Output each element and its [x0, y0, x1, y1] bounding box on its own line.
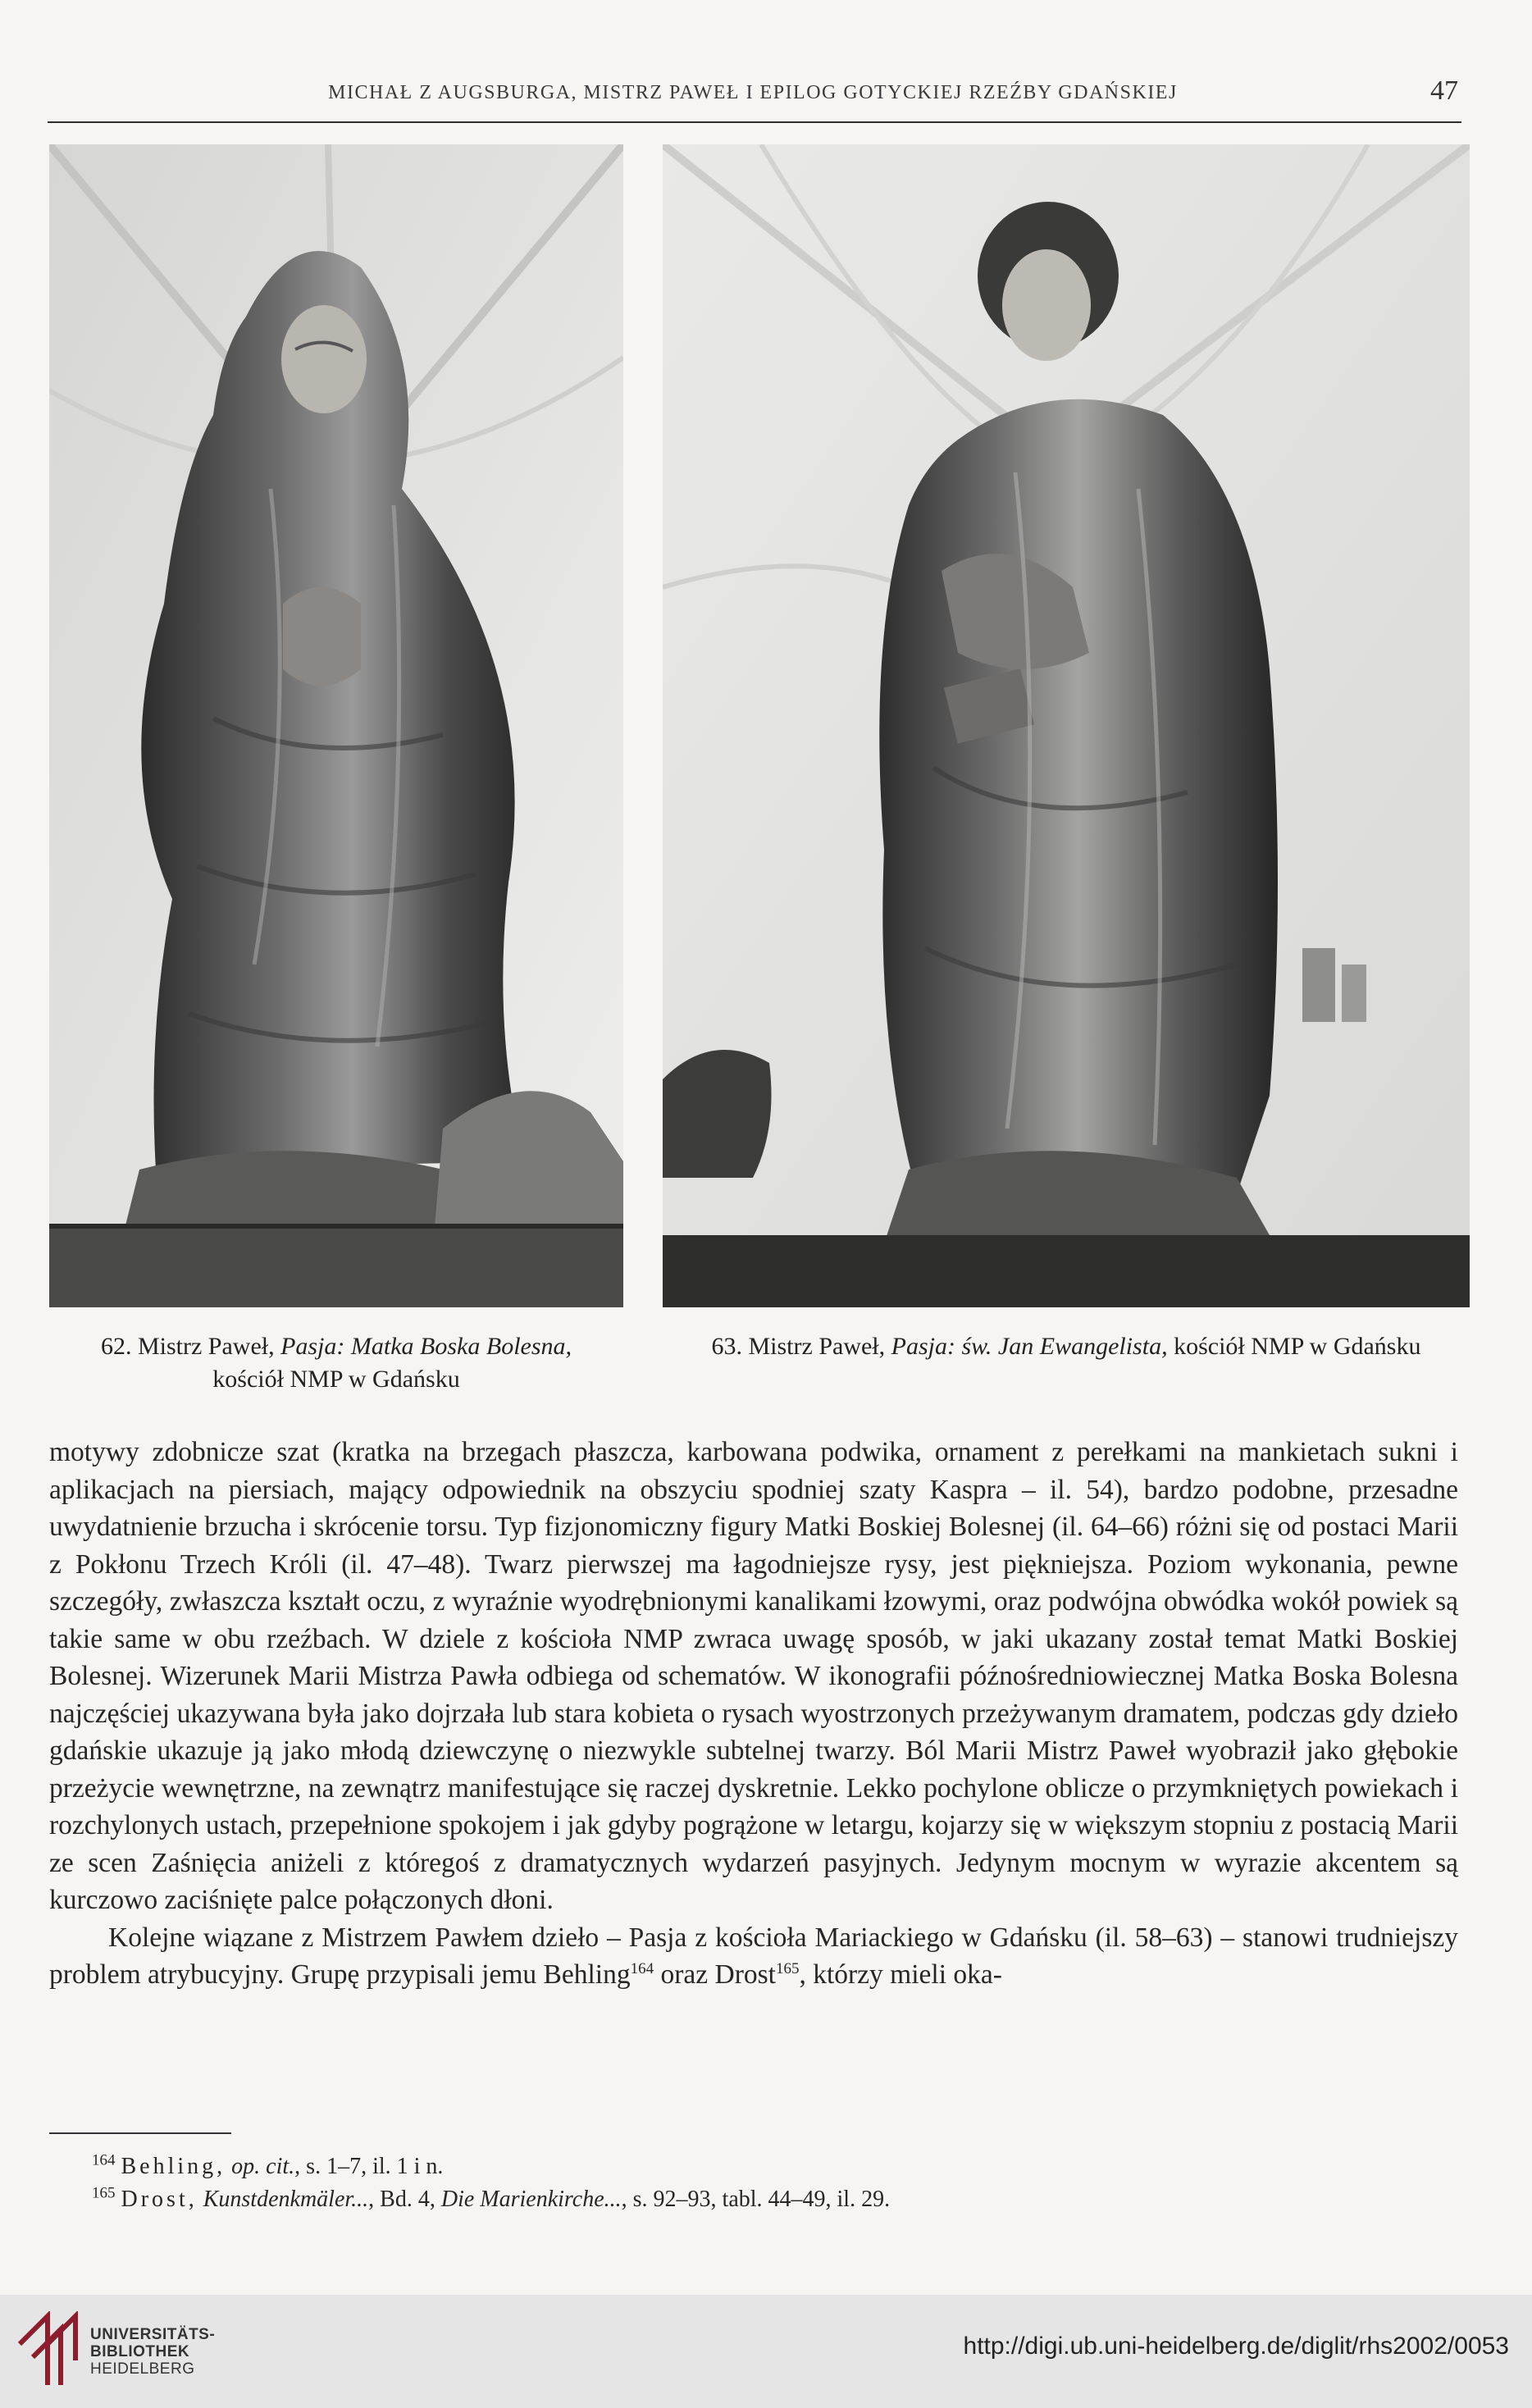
footnotes	[92, 2150, 1404, 2216]
library-name-line-2: BIBLIOTHEK	[90, 2343, 190, 2360]
caption-62-author: 62. Mistrz Paweł,	[100, 1333, 275, 1360]
footnote-author: Drost,	[121, 2187, 198, 2212]
paragraph-2	[49, 1919, 1458, 1994]
page-number: 47	[1430, 75, 1458, 106]
figure-62-caption	[49, 1330, 623, 1396]
running-title: MICHAŁ Z AUGSBURGA, MISTRZ PAWEŁ I EPILOG GOTYCKIEJ RZEŹBY GDAŃSKIEJ	[328, 82, 1178, 103]
footnote-number: 164	[92, 2151, 116, 2169]
footnote-ref-164[interactable]: 164	[630, 1959, 654, 1977]
main-text	[49, 1434, 1458, 1994]
footnote-citation: op. cit.	[231, 2154, 295, 2179]
statue-st-john-image	[663, 144, 1470, 1307]
caption-63-title: Pasja: św. Jan Ewangelista,	[891, 1333, 1168, 1360]
figure-63-photo	[663, 144, 1470, 1307]
caption-62-title: Pasja: Matka Boska Bolesna,	[280, 1333, 572, 1360]
paragraph-2-part-a: Kolejne wiązane z Mistrzem Pawłem dzieło – Pasja z kościoła Mariackiego w Gdańsku (il. 58–63) – stanowi trudniejszy problem atrybucyjny. Grupę przypisali jemu Behling	[49, 1922, 1458, 1990]
paragraph-2-part-b: oraz Drost	[654, 1959, 776, 1990]
digitization-url-link[interactable]: http://digi.ub.uni-heidelberg.de/diglit/rhs2002/0053	[963, 2333, 1509, 2360]
caption-63-author: 63. Mistrz Paweł,	[711, 1333, 886, 1360]
footnote-author: Behling,	[121, 2154, 226, 2179]
footnote-pages: , s. 1–7, il. 1 i n.	[294, 2154, 444, 2179]
footnote-ref-165[interactable]: 165	[775, 1959, 800, 1977]
footnote-164	[92, 2150, 1404, 2183]
footnote-title: Kunstdenkmäler...	[203, 2187, 369, 2212]
paragraph-1: motywy zdobnicze szat (kratka na brzegach płaszcza, karbowana podwika, ornament z perełkami na mankietach sukni i aplikacjach na piersiach, mający odpowiednik na obszyciu spodniej szaty Kaspra – il. 54), bardzo podobne, przesadne uwydatnienie brzucha i skrócenie torsu. Typ fizjonomiczny figury Matki Boskiej Bolesnej (il. 64–66) różni się od postaci Marii z Pokłonu Trzech Króli (il. 47–48). Twarz pierwszej ma łagodniejsze rysy, jest piękniejsza. Poziom wykonania, pewne szczegóły, zwłaszcza kształt oczu, z wyraźnie wyodrębnionymi kanalikami łzowymi, oraz podwójna obwódka wokół powiek są takie same w obu rzeźbach. W dziele z kościoła NMP zwraca uwagę sposób, w jaki ukazany został temat Matki Boskiej Bolesnej. Wizerunek Marii Mistrza Pawła odbiega od schematów. W ikonografii późnośredniowiecznej Matka Boska Bolesna najczęściej ukazywana była jako dojrzała lub stara kobieta o rysach wyostrzonych przeżywanym dramatem, podczas gdy dzieło gdańskie ukazuje ją jako młodą dziewczynę o niezwykle subtelnej twarzy. Ból Marii Mistrz Paweł wyobraził jako głębokie przeżycie wewnętrzne, na zewnątrz manifestujące się raczej dyskretnie. Lekko pochylone oblicze o przymkniętych powiekach i rozchylonych ustach, przepełnione spokojem i jak gdyby pogrążone w letargu, kojarzy się w większym stopniu z postacią Marii ze scen Zaśnięcia aniżeli z któregoś z dramatycznych wydarzeń pasyjnych. Jedynym mocnym w wyrazie akcentem są kurczowo zaciśnięte palce połączonych dłoni.	[49, 1437, 1458, 1915]
figure-62-photo	[49, 144, 623, 1307]
caption-63-location: kościół NMP w Gdańsku	[1174, 1333, 1421, 1360]
footnote-165	[92, 2183, 1404, 2216]
header-rule	[48, 121, 1461, 123]
footnote-rule	[49, 2132, 231, 2134]
footnote-subtitle: Die Marienkirche...	[440, 2187, 622, 2212]
figure-63-caption	[663, 1330, 1470, 1363]
library-name-line-3: HEIDELBERG	[90, 2360, 195, 2378]
footnote-number: 165	[92, 2184, 116, 2202]
statue-mater-dolorosa-image	[49, 144, 623, 1307]
paragraph-2-part-c: , którzy mieli oka-	[799, 1959, 1002, 1990]
footnote-volume: , Bd. 4,	[368, 2187, 441, 2212]
university-library-logo-icon	[15, 2311, 90, 2390]
footnote-pages: , s. 92–93, tabl. 44–49, il. 29.	[621, 2187, 891, 2212]
library-name-line-1: UNIVERSITÄTS-	[90, 2326, 216, 2343]
library-name	[90, 2326, 215, 2378]
library-banner	[0, 2295, 1532, 2408]
caption-62-location: kościół NMP w Gdańsku	[212, 1366, 460, 1393]
